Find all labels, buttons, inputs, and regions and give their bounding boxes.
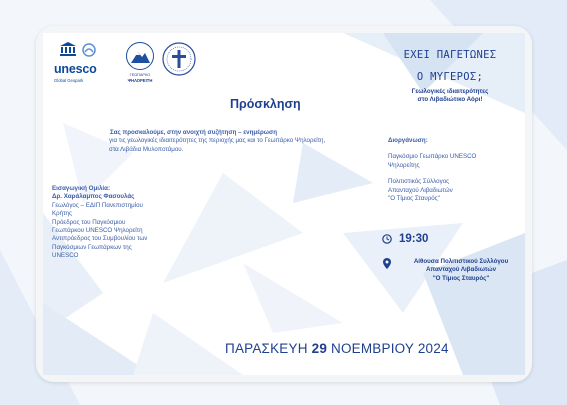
speaker-name: Δρ. Χαράλαμπος Φασουλάς (52, 193, 135, 201)
event-headline (375, 44, 525, 88)
unesco-wordmark: unesco (54, 62, 97, 76)
organizer-2-line-1: Πολιτιστικός Σύλλογος (388, 178, 450, 186)
organizer-2-line-3: "Ο Τίμιος Σταυρός" (388, 195, 440, 203)
mountain-badge-icon (126, 42, 154, 70)
association-seal-icon (162, 42, 196, 76)
organizer-1-line-2: Ψηλορείτης (388, 161, 420, 169)
speaker-line-2: Κρήτης (52, 210, 72, 218)
venue-block (396, 258, 526, 283)
unesco-logo (54, 42, 114, 86)
organizers-block (388, 137, 518, 203)
speaker-line-5: Αντιπρόεδρος του Συμβουλίου των (52, 235, 148, 243)
speaker-heading: Εισαγωγική Ομιλία: (52, 185, 111, 192)
invitation-line-2: για τις γεωλογικές ιδιαιτερότητες της περιοχής μας και το Γεωπάρκο Ψηλορείτη, (109, 137, 326, 145)
geopark-mark-icon (82, 43, 96, 57)
location-pin-icon (383, 258, 391, 269)
event-date (225, 341, 449, 356)
speaker-line-7: UNESCO (52, 252, 79, 260)
subheadline-line-1: Γεωλογικές ιδιαιτερότητες (411, 88, 489, 95)
organizer-1-line-1: Παγκόσμιο Γεωπάρκο UNESCO (388, 153, 477, 161)
date-month-year: ΝΟΕΜΒΡΙΟΥ 2024 (331, 341, 449, 356)
invitation-line-3: στα Λιβάδια Μυλοποτάμου. (109, 145, 184, 153)
speaker-line-4: Γεωπάρκου UNESCO Ψηλορείτη (52, 227, 143, 235)
venue-line-2: Απανταχού Λιβαδιωτών (425, 266, 497, 274)
invitation-text (109, 129, 325, 154)
unesco-subtitle: Global Geopark (54, 78, 84, 83)
organizer-2-line-2: Απανταχού Λιβαδιωτών (388, 186, 453, 194)
speaker-block (52, 185, 202, 261)
headline-line-1: ΕΧΕΙ ΠΑΓΕΤΩΝΕΣ (403, 49, 497, 61)
subheadline-line-2: στο Λιβαδιώτικο Αόρι! (417, 96, 483, 103)
speaker-line-3: Πρόεδρος του Παγκόσμιου (52, 218, 126, 226)
speaker-line-6: Παγκόσμιων Γεωπάρκων της (52, 243, 132, 251)
temple-icon (60, 42, 76, 56)
invitation-line-1: Σας προσκαλούμε, στην ανοιχτή συζήτηση – ενημέρωση (110, 129, 278, 136)
speaker-line-1: Γεωλόγος – ΕΔΙΠ Πανεπιστημίου (52, 201, 143, 209)
organizers-heading: Διοργάνωση: (388, 137, 428, 144)
event-subheadline (375, 88, 525, 104)
clock-icon (382, 234, 392, 244)
event-time: 19:30 (399, 233, 429, 245)
venue-line-1: Αίθουσα Πολιτιστικού Συλλόγου (413, 258, 509, 265)
date-weekday: ΠΑΡΑΣΚΕΥΗ (225, 341, 308, 356)
psiloritis-label-2: ΨΗΛΟΡΕΙΤΗ (127, 78, 153, 83)
invitation-title: Πρόσκληση (230, 97, 301, 111)
psiloritis-label-1: ΓΕΩΠΑΡΚΟ (129, 73, 151, 77)
headline-line-2: Ο ΜΥΓΕΡΟΣ; (416, 71, 484, 83)
date-day: 29 (311, 341, 328, 356)
venue-line-3: "Ο Τίμιος Σταυρός" (432, 274, 490, 282)
psiloritis-geopark-logo (124, 42, 156, 86)
